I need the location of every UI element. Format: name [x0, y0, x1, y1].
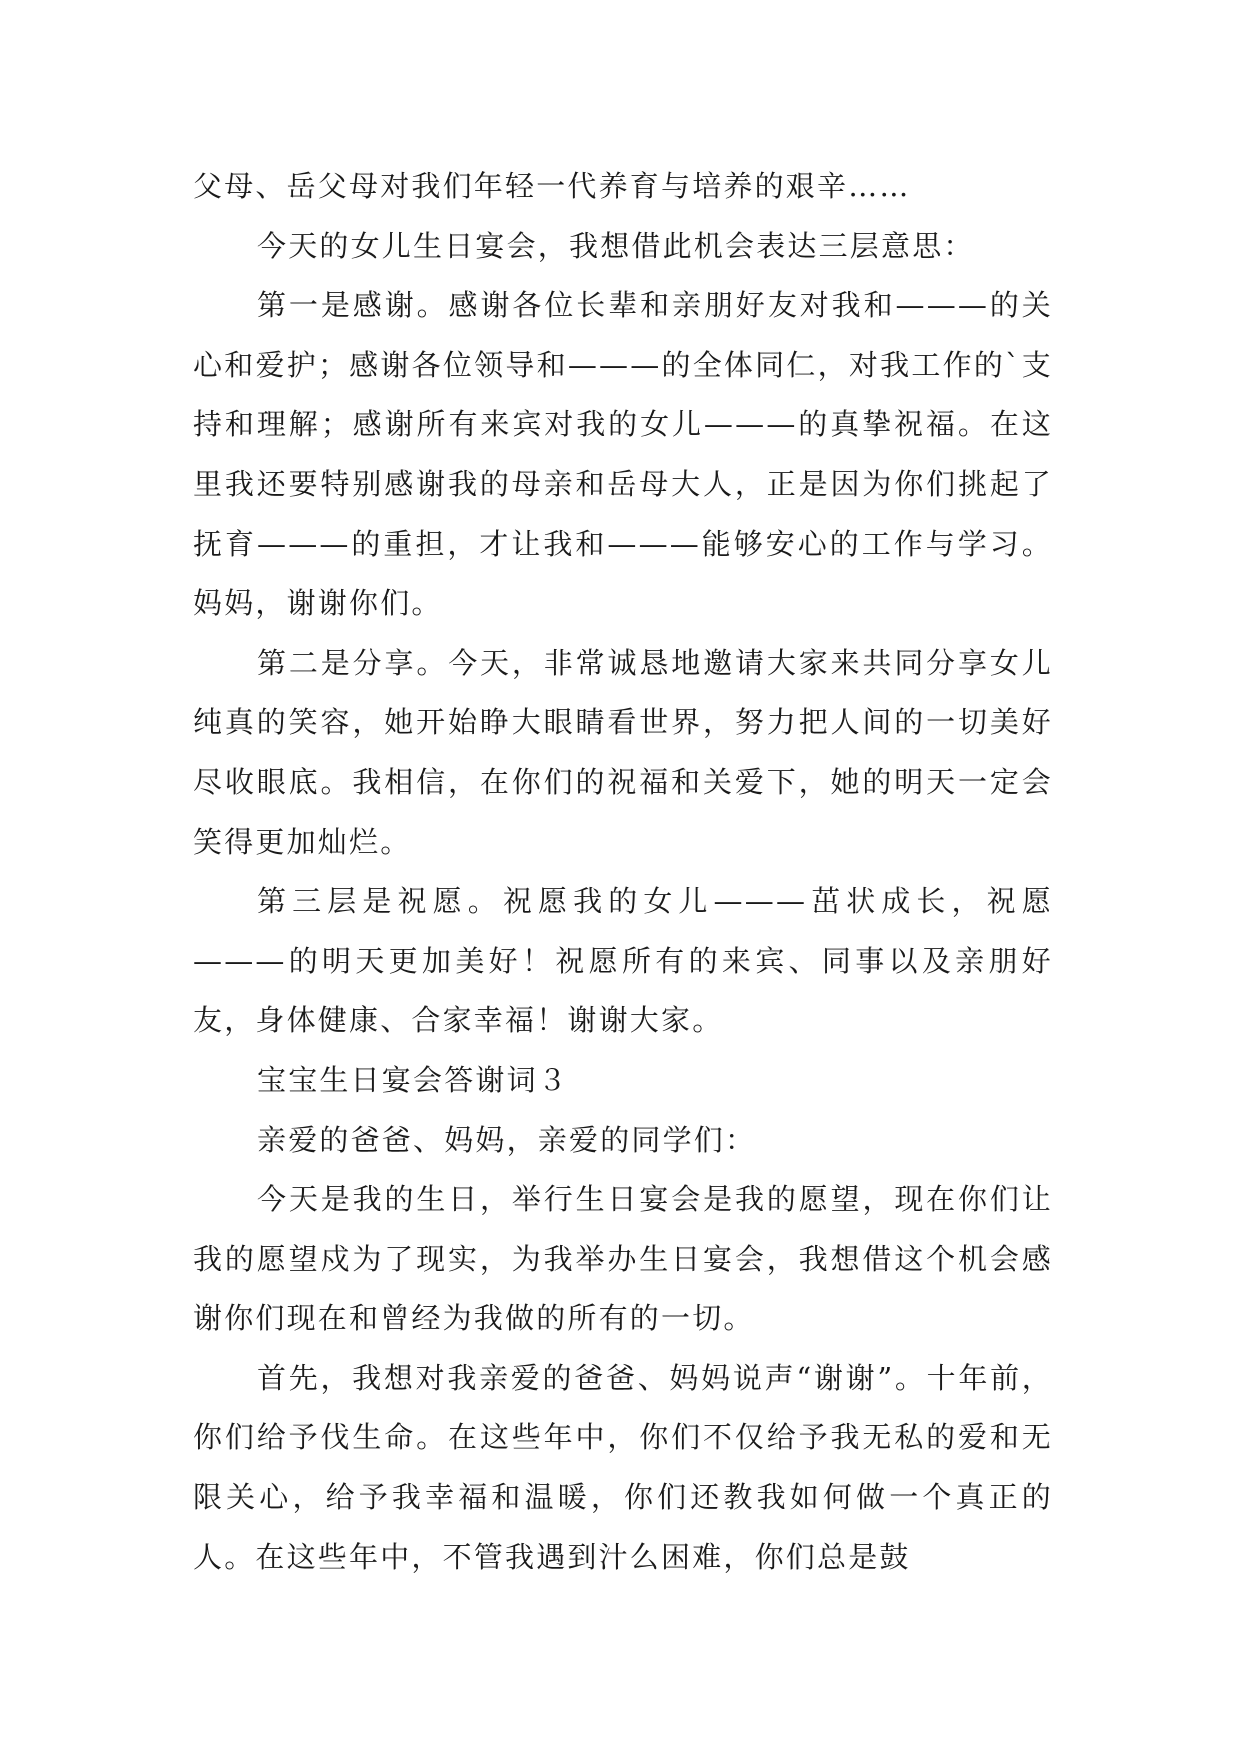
paragraph: 父母、岳父母对我们年轻一代养育与培养的艰辛…… [193, 169, 911, 203]
paragraph: 今天是我的生日，举行生日宴会是我的愿望，现在你们让我的愿望戍为了现实，为我举办生日宴会，我想借这个机会感谢你们现在和曾经为我做的所有的一切。 [193, 1182, 1053, 1336]
paragraph: 首先，我想对我亲爱的爸爸、妈妈说声“谢谢”。十年前，你们给予伐生命。在这些年中，你们不仅给予我无私的爱和无限关心，给予我幸福和温暖，你们还教我如何做一个真正的人。在这些年中，不管我遇到汁么困难，你们总是鼓 [193, 1360, 1053, 1574]
paragraph: 第一是感谢。感谢各位长辈和亲朋好友对我和———的关心和爱护；感谢各位领导和———的全体同仁，对我工作的`支持和理解；感谢所有来宾对我的女儿———的真挚祝福。在这里我还要特别感谢我的母亲和岳母大人，正是因为你们挑起了抚育———的重担，才让我和———能够安心的工作与学习。妈妈，谢谢你们。 [193, 288, 1053, 621]
paragraph: 第二是分享。今天，非常诚恳地邀请大家来共同分享女儿纯真的笑容，她开始睁大眼睛看世界，努力把人间的一切美好尽收眼底。我相信，在你们的祝福和关爱下，她的明天一定会笑得更加灿烂。 [193, 645, 1053, 859]
section-heading: 宝宝生日宴会答谢词３ [257, 1062, 570, 1097]
paragraph: 第三层是祝愿。祝愿我的女儿———茁状成长，祝愿———的明天更加美好！祝愿所有的来宾、同事以及亲朋好友，身体健康、合家幸福！谢谢大家。 [193, 884, 1053, 1038]
paragraph: 今天的女儿生日宴会，我想借此机会表达三层意思： [257, 228, 975, 263]
document-body [193, 157, 1053, 1587]
salutation: 亲爱的爸爸、妈妈，亲爱的同学们： [257, 1122, 757, 1157]
